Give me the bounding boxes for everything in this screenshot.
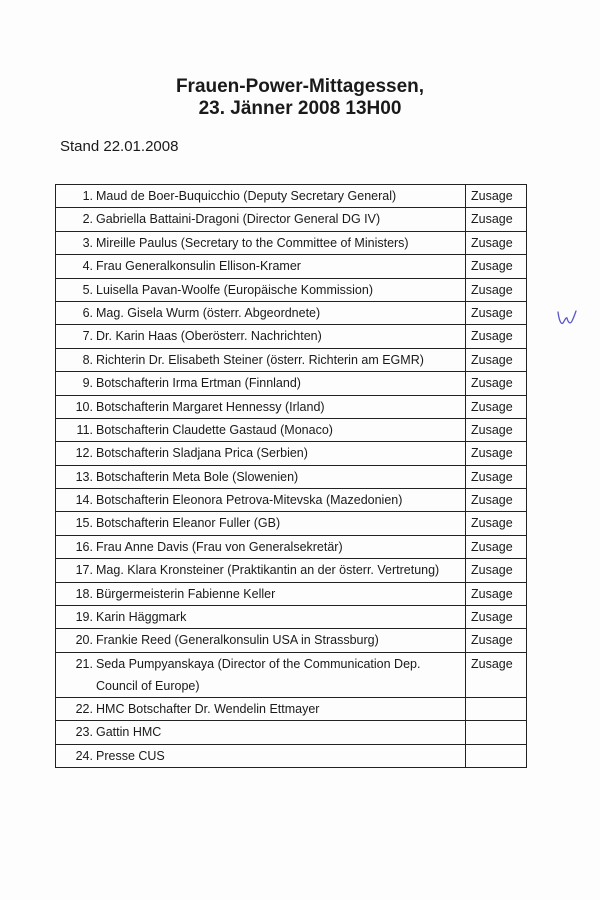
guest-name-line-1: Seda Pumpyanskaya (Director of the Communication Dep. (96, 656, 421, 671)
guest-status: Zusage (466, 535, 527, 558)
guest-status: Zusage (466, 325, 527, 348)
guest-name: Gabriella Battaini-Dragoni (Director General DG IV) (93, 208, 466, 231)
guest-name: Karin Häggmark (93, 606, 466, 629)
guest-row (56, 325, 527, 348)
guest-number: 13. (56, 465, 94, 488)
guest-row (56, 255, 527, 278)
guest-row (56, 629, 527, 652)
guest-status: Zusage (466, 418, 527, 441)
guest-name: Botschafterin Margaret Hennessy (Irland) (93, 395, 466, 418)
guest-row (56, 512, 527, 535)
guest-row (56, 418, 527, 441)
guest-number: 6. (56, 301, 94, 324)
guest-row (56, 535, 527, 558)
guest-number: 12. (56, 442, 94, 465)
guest-name: Botschafterin Eleanor Fuller (GB) (93, 512, 466, 535)
guest-name: Gattin HMC (93, 721, 466, 744)
guest-row (56, 559, 527, 582)
guest-number: 3. (56, 231, 94, 254)
guest-status (466, 721, 527, 744)
guest-status: Zusage (466, 348, 527, 371)
guest-status: Zusage (466, 606, 527, 629)
guest-name: HMC Botschafter Dr. Wendelin Ettmayer (93, 697, 466, 720)
guest-list-table (55, 184, 527, 768)
guest-number: 8. (56, 348, 94, 371)
guest-status: Zusage (466, 372, 527, 395)
guest-row (56, 697, 527, 720)
guest-name: Luisella Pavan-Woolfe (Europäische Kommission) (93, 278, 466, 301)
guest-name: Maud de Boer-Buquicchio (Deputy Secretary General) (93, 185, 466, 208)
guest-number: 14. (56, 489, 94, 512)
guest-name: Frau Anne Davis (Frau von Generalsekretär) (93, 535, 466, 558)
guest-row (56, 372, 527, 395)
guest-row (56, 231, 527, 254)
title-line-1: Frauen-Power-Mittagessen, (175, 76, 425, 97)
guest-status: Zusage (466, 582, 527, 605)
guest-number: 20. (56, 629, 94, 652)
stand-date: Stand 22.01.2008 (60, 138, 179, 155)
guest-name: Frankie Reed (Generalkonsulin USA in Strassburg) (93, 629, 466, 652)
document-title (0, 76, 600, 120)
guest-number: 24. (56, 744, 94, 767)
guest-row (56, 208, 527, 231)
guest-name: Botschafterin Meta Bole (Slowenien) (93, 465, 466, 488)
guest-row (56, 348, 527, 371)
guest-name: Botschafterin Irma Ertman (Finnland) (93, 372, 466, 395)
guest-number: 23. (56, 721, 94, 744)
guest-name: Mireille Paulus (Secretary to the Committee of Ministers) (93, 231, 466, 254)
guest-name (93, 652, 466, 697)
guest-status: Zusage (466, 629, 527, 652)
guest-row (56, 582, 527, 605)
guest-status (466, 697, 527, 720)
guest-number: 10. (56, 395, 94, 418)
guest-row (56, 652, 527, 697)
guest-status: Zusage (466, 301, 527, 324)
guest-status: Zusage (466, 255, 527, 278)
guest-name: Botschafterin Eleonora Petrova-Mitevska (Mazedonien) (93, 489, 466, 512)
guest-number: 4. (56, 255, 94, 278)
guest-status: Zusage (466, 465, 527, 488)
guest-name-line-2: Council of Europe) (96, 678, 200, 693)
guest-name: Mag. Gisela Wurm (österr. Abgeordnete) (93, 301, 466, 324)
guest-name: Richterin Dr. Elisabeth Steiner (österr. Richterin am EGMR) (93, 348, 466, 371)
guest-name: Mag. Klara Kronsteiner (Praktikantin an der österr. Vertretung) (93, 559, 466, 582)
guest-number: 5. (56, 278, 94, 301)
guest-row (56, 465, 527, 488)
guest-status: Zusage (466, 559, 527, 582)
guest-row (56, 442, 527, 465)
guest-number: 16. (56, 535, 94, 558)
guest-row (56, 606, 527, 629)
guest-status: Zusage (466, 231, 527, 254)
guest-number: 22. (56, 697, 94, 720)
guest-number: 19. (56, 606, 94, 629)
guest-row (56, 278, 527, 301)
guest-name: Presse CUS (93, 744, 466, 767)
guest-status (466, 744, 527, 767)
guest-row (56, 301, 527, 324)
guest-number: 2. (56, 208, 94, 231)
guest-row (56, 721, 527, 744)
guest-row (56, 489, 527, 512)
guest-number: 21. (56, 652, 94, 697)
guest-row (56, 395, 527, 418)
guest-status: Zusage (466, 208, 527, 231)
guest-status: Zusage (466, 278, 527, 301)
guest-number: 9. (56, 372, 94, 395)
guest-number: 1. (56, 185, 94, 208)
guest-status: Zusage (466, 512, 527, 535)
guest-name: Bürgermeisterin Fabienne Keller (93, 582, 466, 605)
guest-status: Zusage (466, 442, 527, 465)
guest-name: Frau Generalkonsulin Ellison-Kramer (93, 255, 466, 278)
guest-status: Zusage (466, 652, 527, 697)
guest-name: Botschafterin Claudette Gastaud (Monaco) (93, 418, 466, 441)
guest-name: Botschafterin Sladjana Prica (Serbien) (93, 442, 466, 465)
guest-row (56, 744, 527, 767)
guest-status: Zusage (466, 395, 527, 418)
guest-number: 7. (56, 325, 94, 348)
guest-number: 18. (56, 582, 94, 605)
guest-list-body (56, 185, 527, 768)
guest-name: Dr. Karin Haas (Oberösterr. Nachrichten) (93, 325, 466, 348)
guest-status: Zusage (466, 185, 527, 208)
guest-number: 15. (56, 512, 94, 535)
guest-number: 17. (56, 559, 94, 582)
title-line-2: 23. Jänner 2008 13H00 (198, 98, 402, 119)
guest-status: Zusage (466, 489, 527, 512)
guest-number: 11. (56, 418, 94, 441)
handwritten-checkmark-icon (556, 308, 578, 328)
guest-row (56, 185, 527, 208)
